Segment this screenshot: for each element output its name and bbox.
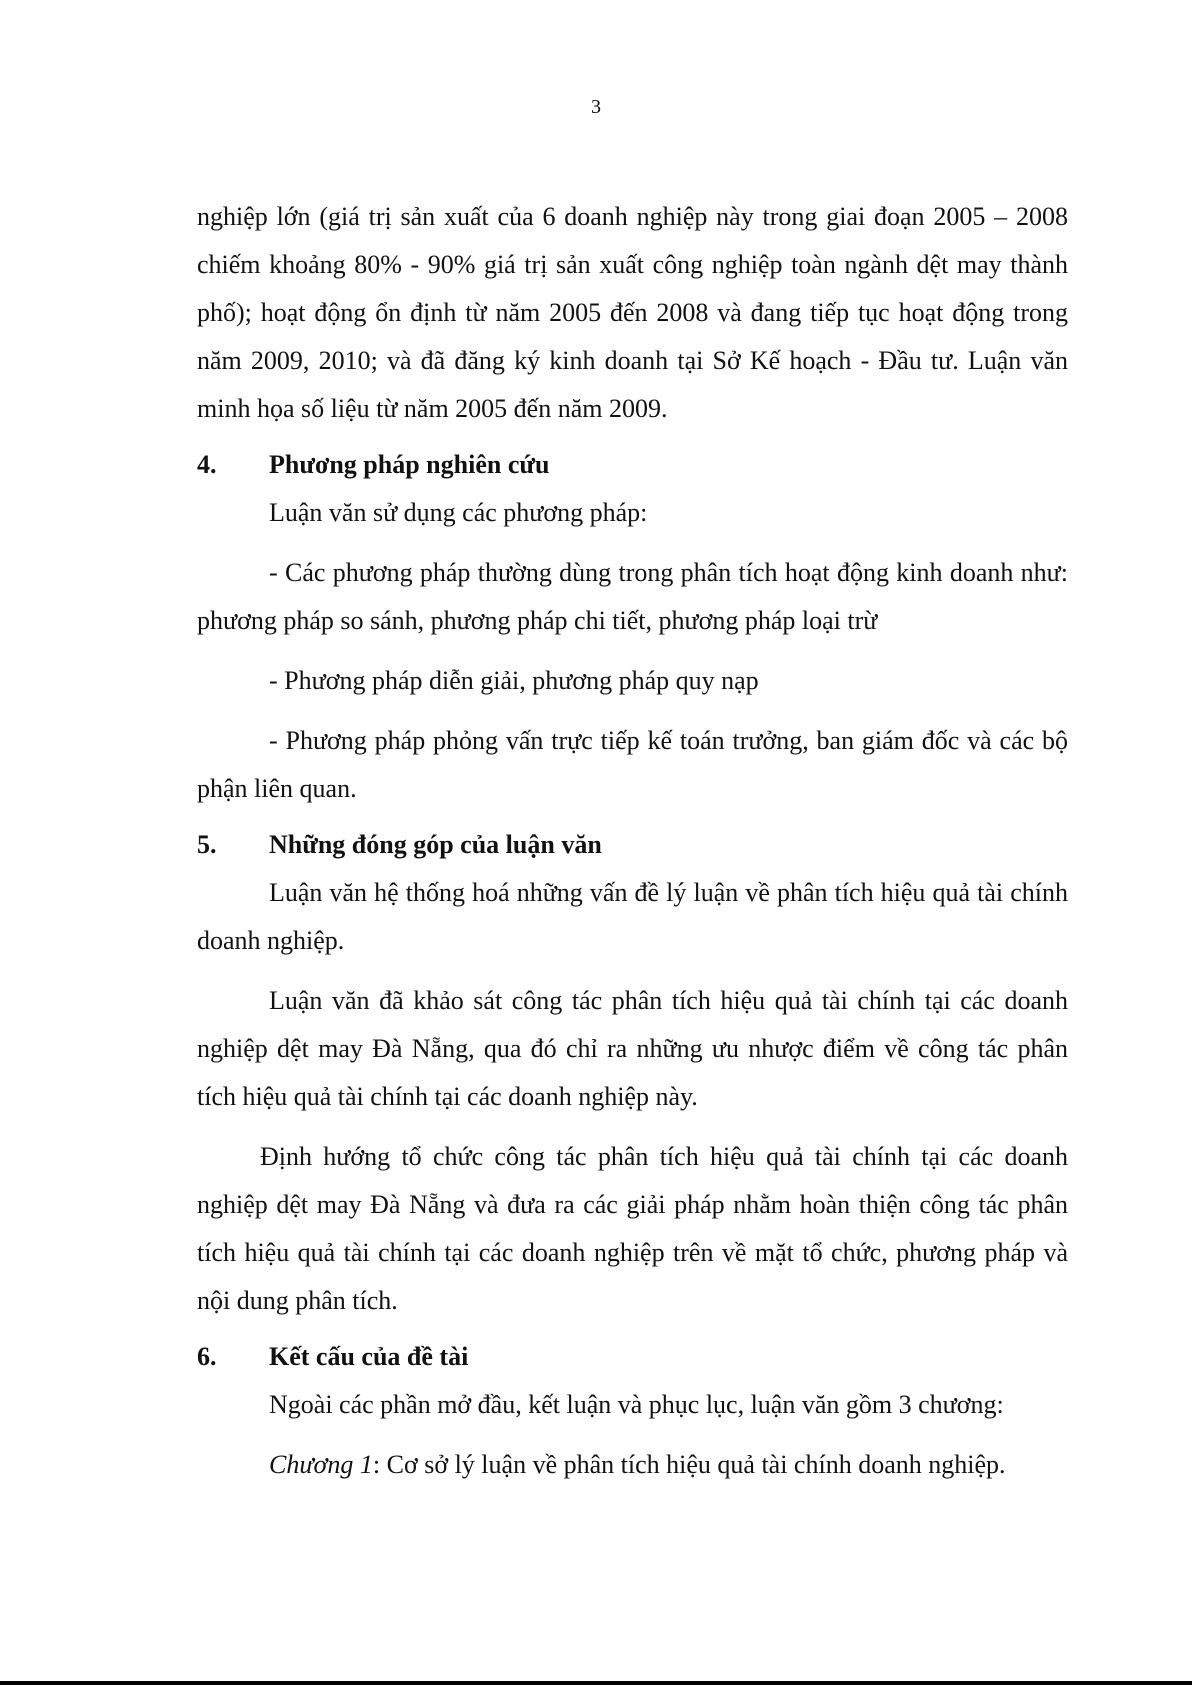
section-number: 5. bbox=[197, 830, 217, 859]
document-body bbox=[197, 193, 1068, 1489]
body-paragraph: Luận văn sử dụng các phương pháp: bbox=[269, 498, 648, 527]
section-title: Phương pháp nghiên cứu bbox=[269, 450, 550, 479]
section-number: 6. bbox=[197, 1342, 217, 1371]
body-paragraph: Định hướng tổ chức công tác phân tích hiệu quả tài chính tại các doanh nghiệp dệt may Đà Nẵng và đưa ra các giải pháp nhằm hoàn thiện công tác phân tích hiệu quả tài chính tại các doanh nghiệp trên về mặt tổ chức, phương pháp và nội dung phân tích. bbox=[197, 1142, 1068, 1315]
section-heading-4 bbox=[197, 441, 1068, 489]
bottom-edge-rule bbox=[0, 1681, 1192, 1685]
section-number: 4. bbox=[197, 450, 217, 479]
intro-paragraph: nghiệp lớn (giá trị sản xuất của 6 doanh nghiệp này trong giai đoạn 2005 – 2008 chiếm khoảng 80% - 90% giá trị sản xuất công nghiệp toàn ngành dệt may thành phố); hoạt động ổn định từ năm 2005 đến 2008 và đang tiếp tục hoạt động trong năm 2009, 2010; và đã đăng ký kinh doanh tại Sở Kế hoạch - Đầu tư. Luận văn minh họa số liệu từ năm 2005 đến năm 2009. bbox=[197, 202, 1068, 423]
bullet-paragraph: - Phương pháp diễn giải, phương pháp quy nạp bbox=[269, 666, 759, 695]
section-heading-5 bbox=[197, 821, 1068, 869]
section-title: Kết cấu của đề tài bbox=[269, 1342, 469, 1371]
page-number: 3 bbox=[591, 96, 601, 118]
bullet-paragraph: - Các phương pháp thường dùng trong phân tích hoạt động kinh doanh như: phương pháp so sánh, phương pháp chi tiết, phương pháp loại trừ bbox=[197, 558, 1068, 635]
body-paragraph: Ngoài các phần mở đầu, kết luận và phục lục, luận văn gồm 3 chương: bbox=[269, 1390, 1004, 1419]
bullet-paragraph: - Phương pháp phỏng vấn trực tiếp kế toán trưởng, ban giám đốc và các bộ phận liên quan. bbox=[197, 726, 1068, 803]
chapter-line bbox=[197, 1441, 1068, 1489]
chapter-description: : Cơ sở lý luận về phân tích hiệu quả tài chính doanh nghiệp. bbox=[372, 1450, 1006, 1479]
chapter-label: Chương 1 bbox=[269, 1450, 373, 1479]
body-paragraph: Luận văn đã khảo sát công tác phân tích hiệu quả tài chính tại các doanh nghiệp dệt may Đà Nẵng, qua đó chỉ ra những ưu nhược điểm về công tác phân tích hiệu quả tài chính tại các doanh nghiệp này. bbox=[197, 986, 1068, 1111]
section-title: Những đóng góp của luận văn bbox=[269, 830, 602, 859]
section-heading-6 bbox=[197, 1333, 1068, 1381]
body-paragraph: Luận văn hệ thống hoá những vấn đề lý luận về phân tích hiệu quả tài chính doanh nghiệp. bbox=[197, 878, 1068, 955]
